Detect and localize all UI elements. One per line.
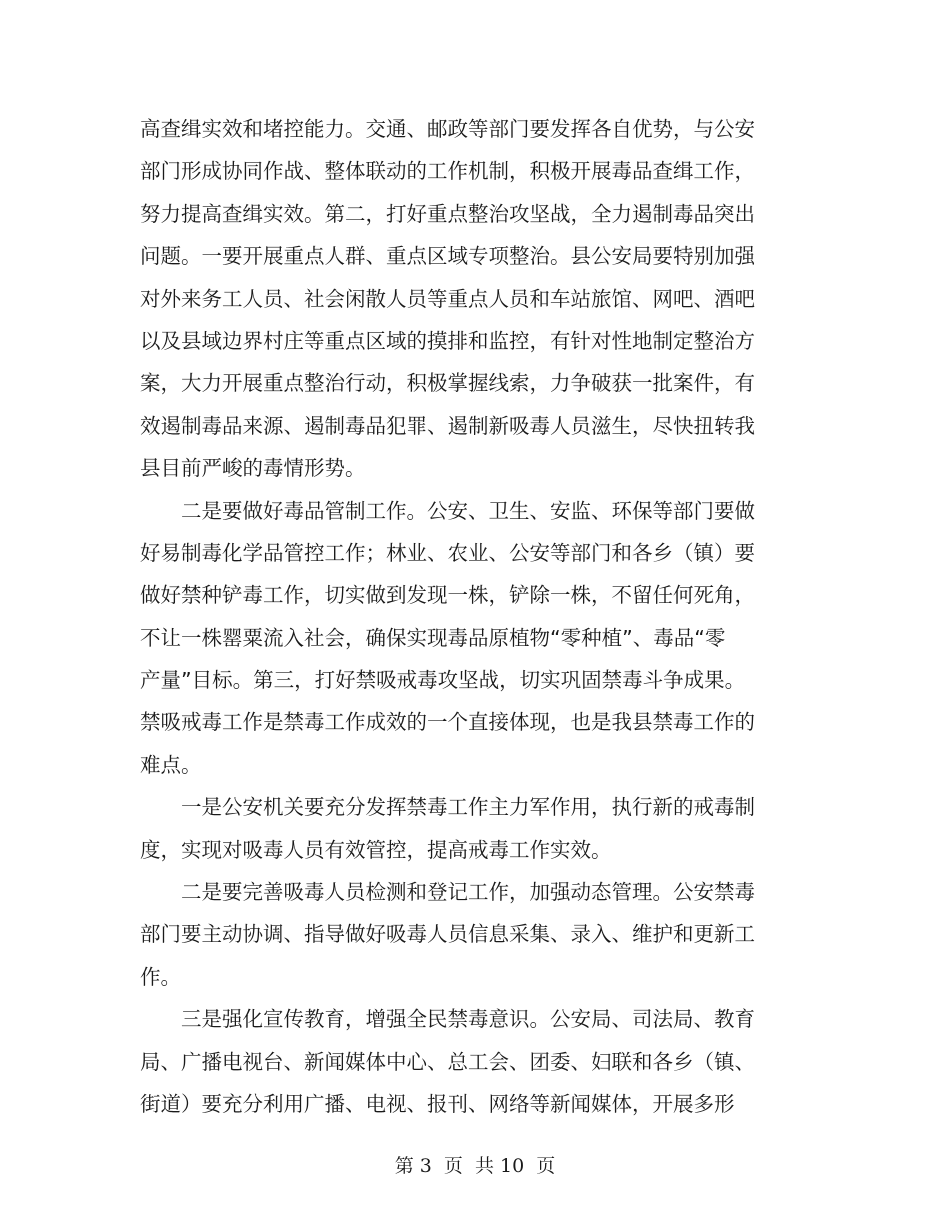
text-line-13: 不让一株罂粟流入社会，确保实现毒品原植物“零种植”、毒品“零 bbox=[140, 625, 726, 650]
text-line-2: 部门形成协同作战、整体联动的工作机制，积极开展毒品查缉工作， bbox=[140, 159, 755, 184]
text-line-18: 度，实现对吸毒人员有效管控，提高戒毒工作实效。 bbox=[140, 837, 612, 862]
text-line-15: 禁吸戒毒工作是禁毒工作成效的一个直接体现，也是我县禁毒工作的 bbox=[140, 710, 755, 735]
page-footer: 第 3 页 共 10 页 bbox=[394, 1155, 556, 1177]
text-line-10: 二是要做好毒品管制工作。公安、卫生、安监、环保等部门要做 bbox=[181, 498, 755, 523]
text-line-7: 案，大力开展重点整治行动，积极掌握线索，力争破获一批案件，有 bbox=[140, 371, 755, 396]
text-line-1: 高查缉实效和堵控能力。交通、邮政等部门要发挥各自优势，与公安 bbox=[140, 117, 755, 141]
text-line-23: 局、广播电视台、新闻媒体中心、总工会、团委、妇联和各乡（镇、 bbox=[140, 1049, 755, 1074]
text-line-9: 县目前严峻的毒情形势。 bbox=[140, 456, 366, 481]
text-line-11: 好易制毒化学品管控工作；林业、农业、公安等部门和各乡（镇）要 bbox=[140, 540, 755, 565]
text-line-20: 部门要主动协调、指导做好吸毒人员信息采集、录入、维护和更新工 bbox=[140, 922, 755, 947]
text-line-21: 作。 bbox=[140, 964, 181, 989]
text-line-17: 一是公安机关要充分发挥禁毒工作主力军作用，执行新的戒毒制 bbox=[181, 795, 755, 820]
text-line-12: 做好禁种铲毒工作，切实做到发现一株，铲除一株，不留任何死角， bbox=[140, 583, 755, 608]
text-line-5: 对外来务工人员、社会闲散人员等重点人员和车站旅馆、网吧、酒吧 bbox=[140, 286, 755, 311]
text-line-4: 问题。一要开展重点人群、重点区域专项整治。县公安局要特别加强 bbox=[140, 244, 755, 269]
text-line-22: 三是强化宣传教育，增强全民禁毒意识。公安局、司法局、教育 bbox=[181, 1007, 755, 1032]
text-line-14: 产量”目标。第三，打好禁吸戒毒攻坚战，切实巩固禁毒斗争成果。 bbox=[140, 668, 746, 693]
text-line-3: 努力提高查缉实效。第二，打好重点整治攻坚战，全力遏制毒品突出 bbox=[140, 201, 755, 226]
body-text bbox=[140, 108, 760, 1125]
text-line-6: 以及县域边界村庄等重点区域的摸排和监控，有针对性地制定整治方 bbox=[140, 328, 755, 353]
text-line-24: 街道）要充分利用广播、电视、报刊、网络等新闻媒体，开展多形 bbox=[140, 1091, 735, 1116]
text-line-16: 难点。 bbox=[140, 752, 202, 777]
text-line-19: 二是要完善吸毒人员检测和登记工作，加强动态管理。公安禁毒 bbox=[181, 880, 755, 905]
text-line-8: 效遏制毒品来源、遏制毒品犯罪、遏制新吸毒人员滋生，尽快扭转我 bbox=[140, 413, 755, 438]
